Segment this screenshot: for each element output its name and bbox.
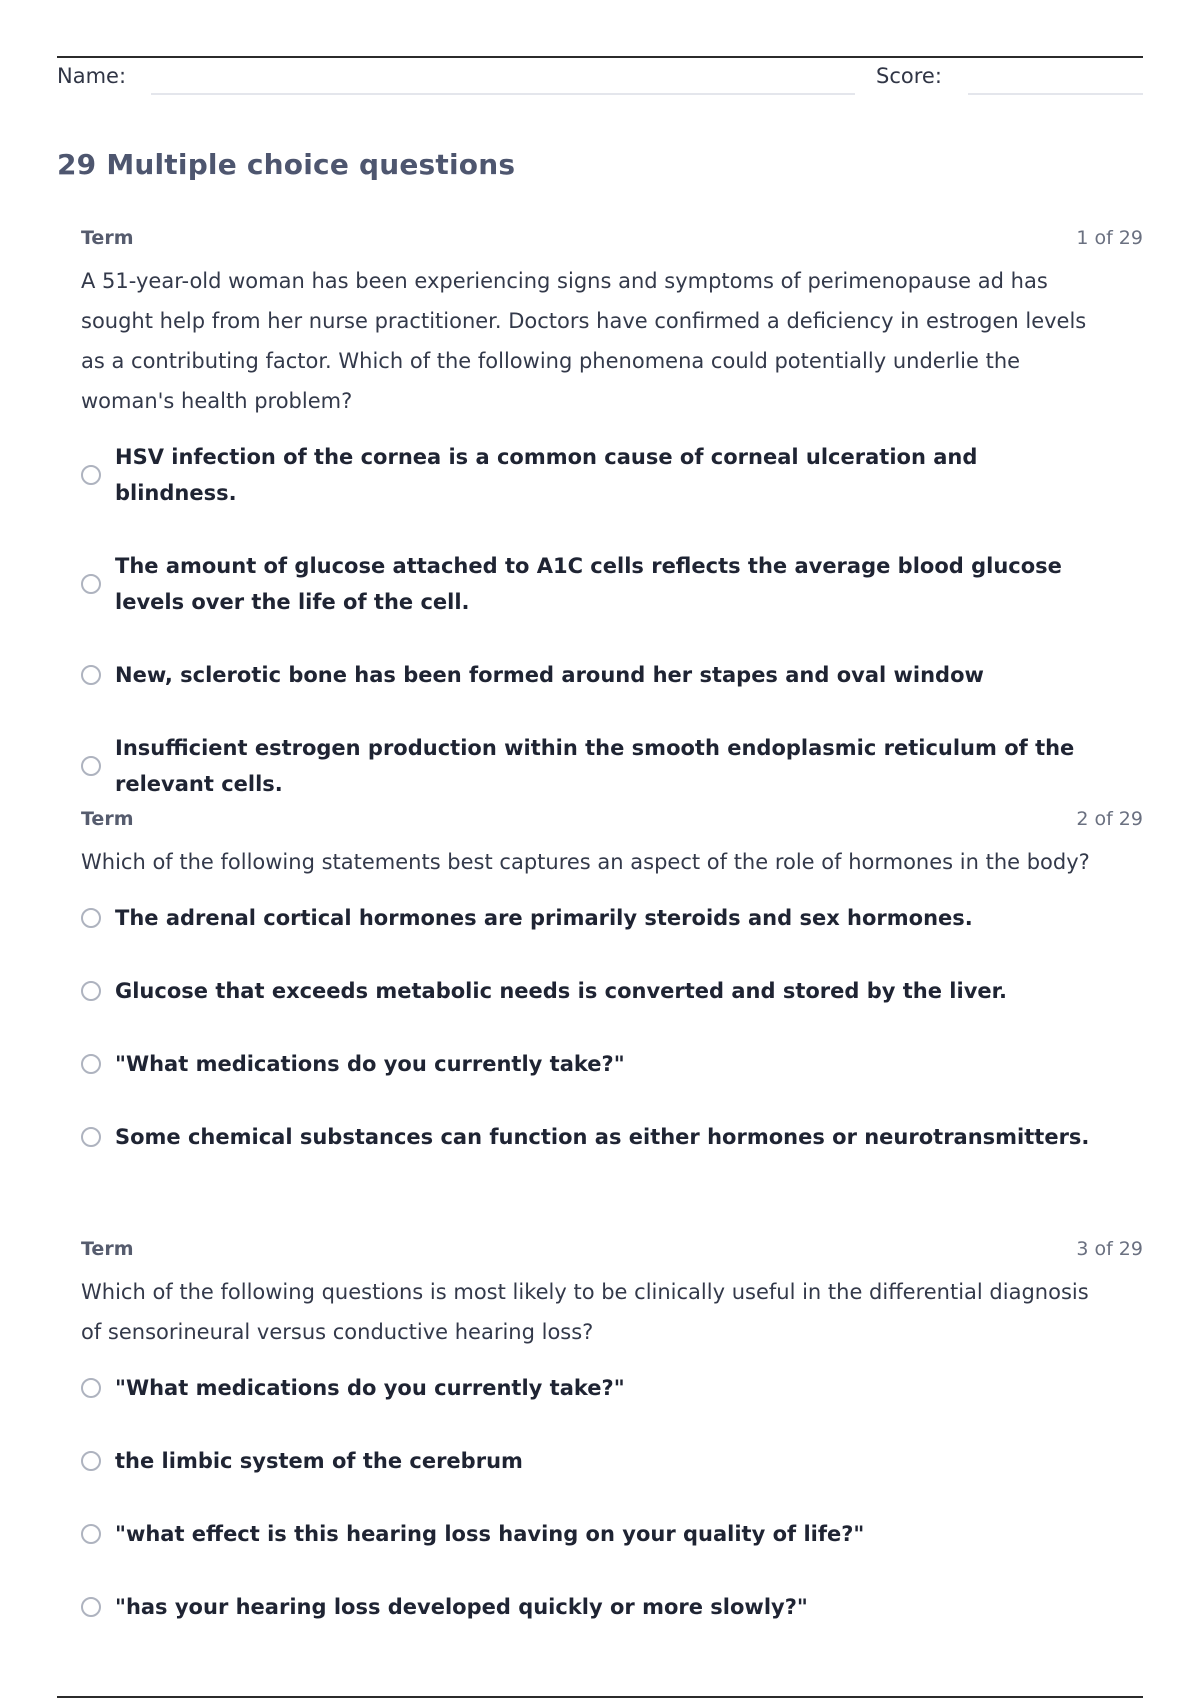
answer-option-label: The adrenal cortical hormones are primarily steroids and sex hormones. [115, 906, 973, 930]
answer-option-label: Some chemical substances can function as either hormones or neurotransmitters. [115, 1125, 1090, 1149]
question-prompt: Which of the following questions is most likely to be clinically useful in the differential diagnosis of sensorineural versus conductive hearing loss? [81, 1280, 1089, 1344]
term-label: Term [81, 1238, 134, 1260]
radio-button-icon[interactable] [81, 1524, 101, 1544]
worksheet-header [57, 62, 1143, 98]
question-counter: 3 of 29 [1076, 1238, 1143, 1260]
question-3 [81, 1236, 1143, 1662]
answer-options [81, 1370, 1143, 1625]
question-prompt: Which of the following statements best captures an aspect of the role of hormones in the body? [81, 850, 1090, 874]
radio-button-icon[interactable] [81, 756, 101, 776]
question-header [81, 1236, 1143, 1264]
answer-option[interactable] [81, 973, 1143, 1009]
answer-option-label: The amount of glucose attached to A1C cells reflects the average blood glucose levels over the life of the cell. [115, 554, 1062, 614]
answer-option-label: "has your hearing loss developed quickly or more slowly?" [115, 1595, 808, 1619]
answer-option[interactable] [81, 657, 1143, 693]
term-label: Term [81, 808, 134, 830]
bottom-divider [57, 1696, 1143, 1698]
question-counter: 2 of 29 [1076, 808, 1143, 830]
term-label: Term [81, 227, 134, 249]
question-header [81, 225, 1143, 253]
answer-option[interactable] [81, 1516, 1143, 1552]
question-counter: 1 of 29 [1076, 227, 1143, 249]
answer-options [81, 900, 1143, 1155]
question-header [81, 806, 1143, 834]
answer-option[interactable] [81, 1370, 1143, 1406]
answer-option[interactable] [81, 900, 1143, 936]
question-2 [81, 806, 1143, 1192]
radio-button-icon[interactable] [81, 1451, 101, 1471]
answer-option-label: Glucose that exceeds metabolic needs is converted and stored by the liver. [115, 979, 1007, 1003]
question-1 [81, 225, 1143, 839]
answer-option[interactable] [81, 1443, 1143, 1479]
answer-option[interactable] [81, 439, 1143, 511]
answer-option-label: the limbic system of the cerebrum [115, 1449, 523, 1473]
question-prompt: A 51-year-old woman has been experiencing signs and symptoms of perimenopause ad has sought help from her nurse practitioner. Doctors have confirmed a deficiency in estrogen levels as a contributing factor. Which of the following phenomena could potentially underlie the woman's health problem? [81, 269, 1087, 413]
answer-option-label: HSV infection of the cornea is a common cause of corneal ulceration and blindness. [115, 445, 978, 505]
answer-option-label: "What medications do you currently take?" [115, 1376, 625, 1400]
radio-button-icon[interactable] [81, 465, 101, 485]
answer-option[interactable] [81, 548, 1143, 620]
radio-button-icon[interactable] [81, 1597, 101, 1617]
answer-option[interactable] [81, 1119, 1143, 1155]
answer-option[interactable] [81, 1046, 1143, 1082]
answer-option-label: "What medications do you currently take?" [115, 1052, 625, 1076]
score-field[interactable] [968, 93, 1143, 95]
section-title: 29 Multiple choice questions [57, 148, 516, 181]
radio-button-icon[interactable] [81, 908, 101, 928]
answer-option-label: Insufficient estrogen production within the smooth endoplasmic reticulum of the relevant cells. [115, 736, 1075, 796]
top-divider [57, 56, 1143, 58]
answer-option-label: "what effect is this hearing loss having on your quality of life?" [115, 1522, 865, 1546]
radio-button-icon[interactable] [81, 981, 101, 1001]
answer-options [81, 439, 1143, 802]
answer-option[interactable] [81, 730, 1143, 802]
radio-button-icon[interactable] [81, 1054, 101, 1074]
worksheet-page [57, 0, 1143, 1700]
score-label: Score: [876, 64, 942, 88]
radio-button-icon[interactable] [81, 665, 101, 685]
radio-button-icon[interactable] [81, 574, 101, 594]
answer-option[interactable] [81, 1589, 1143, 1625]
answer-option-label: New, sclerotic bone has been formed around her stapes and oval window [115, 663, 984, 687]
name-label: Name: [57, 64, 127, 88]
name-field[interactable] [151, 93, 855, 95]
radio-button-icon[interactable] [81, 1127, 101, 1147]
radio-button-icon[interactable] [81, 1378, 101, 1398]
